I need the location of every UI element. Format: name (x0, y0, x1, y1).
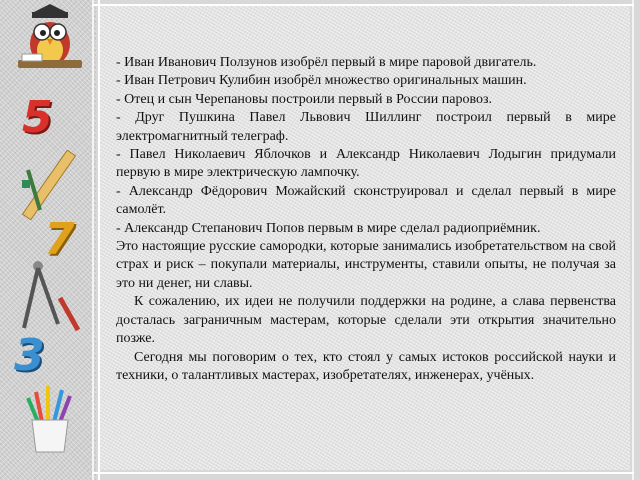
paragraph: - Павел Николаевич Яблочков и Александр Николаевич Лодыгин придумали первую в мире электрическую лампочку. (116, 147, 616, 181)
owl-mascot-icon (10, 4, 90, 74)
paragraph: - Отец и сын Черепановы построили первый в России паровоз. (116, 91, 493, 107)
digit-seven-icon: 7 (44, 214, 75, 265)
text-panel (100, 6, 630, 470)
paragraph: - Александр Фёдорович Можайский сконструировал и сделал первый в мире самолёт. (116, 183, 616, 218)
paragraph: К сожалению, их идеи не получили поддержки на родине, а слава первенства досталась заграничным мастерам, которые сделали эти открытия значительно позже. (116, 294, 616, 347)
decorative-sidebar (0, 0, 96, 480)
frame-line (92, 0, 94, 480)
paragraph: Это настоящие русские самородки, которые занимались изобретательством на свой страх и риск – покупали материалы, инструменты, ставили опыты, не получая за это ни денег, ни славы. (116, 239, 616, 291)
paragraph: - Иван Петрович Кулибин изобрёл множество оригинальных машин. (116, 73, 527, 89)
paragraph: - Иван Иванович Ползунов изобрёл первый в мире паровой двигатель. (116, 55, 537, 70)
digit-five-icon: 5 (22, 92, 53, 143)
pencil-cup-icon (18, 382, 82, 454)
digit-three-icon: 3 (14, 330, 45, 381)
compass-icon (14, 258, 84, 333)
document-text (116, 54, 616, 385)
frame-line (92, 472, 634, 474)
paragraph: Сегодня мы поговорим о тех, кто стоял у самых истоков российской науки и техники, о талантливых мастерах, изобретателях, инженерах, учёных. (116, 349, 616, 383)
paragraph: - Александр Степанович Попов первым в мире сделал радиоприёмник. (116, 220, 541, 236)
ruler-icon (14, 150, 84, 220)
paragraph: - Друг Пушкина Павел Львович Шиллинг построил первый в мире электромагнитный телеграф. (116, 110, 616, 144)
frame-line (632, 0, 634, 480)
